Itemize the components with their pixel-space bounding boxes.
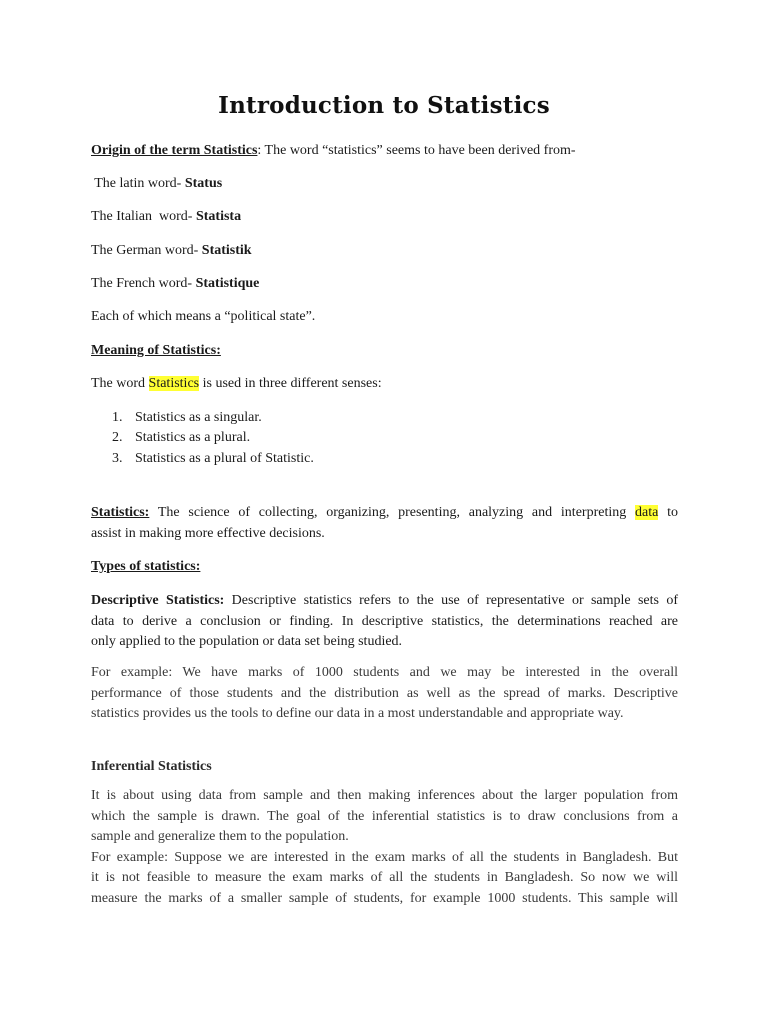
descriptive-paragraph	[91, 591, 678, 653]
example-line: statistics provides us the tools to define our data in a most understandable and appropriate way.	[91, 706, 624, 721]
inferential-line: it is not feasible to measure the exam marks of all the students in Bangladesh. So now we will	[91, 870, 678, 885]
list-number: 3.	[112, 451, 123, 466]
list-number: 1.	[112, 410, 123, 425]
list-text: Statistics as a singular.	[135, 410, 262, 425]
inferential-heading: Inferential Statistics	[91, 759, 212, 774]
definition-term: Statistics:	[91, 505, 150, 520]
list-item	[112, 429, 250, 447]
origin-text: : The word “statistics” seems to have been derived from-	[257, 143, 576, 158]
word-prefix: The latin word-	[91, 176, 185, 191]
word-term: Status	[184, 176, 223, 191]
word-line-italian	[91, 208, 241, 226]
definition-paragraph	[91, 503, 678, 544]
word-prefix: The Italian word-	[91, 209, 196, 224]
word-line-french	[91, 275, 259, 293]
descriptive-example-paragraph	[91, 663, 678, 725]
example-line: For example: We have marks of 1000 students and we may be interested in the overall	[91, 665, 678, 680]
inferential-line: For example: Suppose we are interested in the exam marks of all the students in Bangladesh. But	[91, 849, 678, 865]
highlighted-term: data	[635, 505, 659, 520]
inferential-line: sample and generalize them to the population.	[91, 829, 349, 844]
descriptive-term: Descriptive Statistics:	[91, 593, 225, 608]
meaning-text-before: The word	[91, 376, 149, 391]
list-item	[112, 409, 262, 427]
list-text: Statistics as a plural of Statistic.	[135, 451, 314, 466]
word-line-latin	[91, 175, 222, 193]
definition-text: The science of collecting, organizing, presenting, analyzing and interpreting	[149, 505, 636, 520]
inferential-paragraph	[91, 786, 678, 909]
word-prefix: The French word-	[91, 276, 196, 291]
meaning-text-after: is used in three different senses:	[199, 376, 382, 391]
descriptive-line-2: data to derive a conclusion or finding. In descriptive statistics, the determinations reached are	[91, 613, 678, 629]
definition-line-1	[91, 503, 678, 524]
definition-line-2: assist in making more effective decisions.	[91, 525, 325, 541]
word-term: Statista	[195, 209, 242, 224]
list-text: Statistics as a plural.	[135, 430, 251, 445]
meaning-sentence	[91, 375, 382, 393]
inferential-line: measure the marks of a smaller sample of students, for example 1000 students. This sample will	[91, 890, 678, 906]
page-title: Introduction to Statistics	[218, 92, 550, 119]
word-prefix: The German word-	[91, 243, 202, 258]
word-term: Statistique	[195, 276, 260, 291]
inferential-line: which the sample is drawn. The goal of the inferential statistics is to draw conclusions from a	[91, 808, 678, 824]
example-line: performance of those students and the distribution as well as the spread of marks. Descriptive	[91, 685, 678, 701]
origin-paragraph	[91, 142, 576, 160]
definition-text-end: to	[658, 505, 679, 520]
origin-heading: Origin of the term Statistics	[91, 143, 258, 158]
political-state-line: Each of which means a “political state”.	[91, 309, 316, 324]
word-line-german	[91, 242, 252, 260]
descriptive-text: Descriptive statistics refers to the use of representative or sample sets of	[224, 593, 679, 608]
highlighted-term: Statistics	[148, 376, 200, 391]
list-item	[112, 450, 314, 468]
descriptive-line-3: only applied to the population or data set being studied.	[91, 634, 403, 649]
types-heading: Types of statistics:	[91, 559, 201, 574]
inferential-line: It is about using data from sample and then making inferences about the larger population from	[91, 788, 678, 803]
descriptive-line-1	[91, 591, 678, 612]
word-term: Statistik	[201, 243, 252, 258]
list-number: 2.	[112, 430, 123, 445]
meaning-heading: Meaning of Statistics:	[91, 343, 221, 358]
